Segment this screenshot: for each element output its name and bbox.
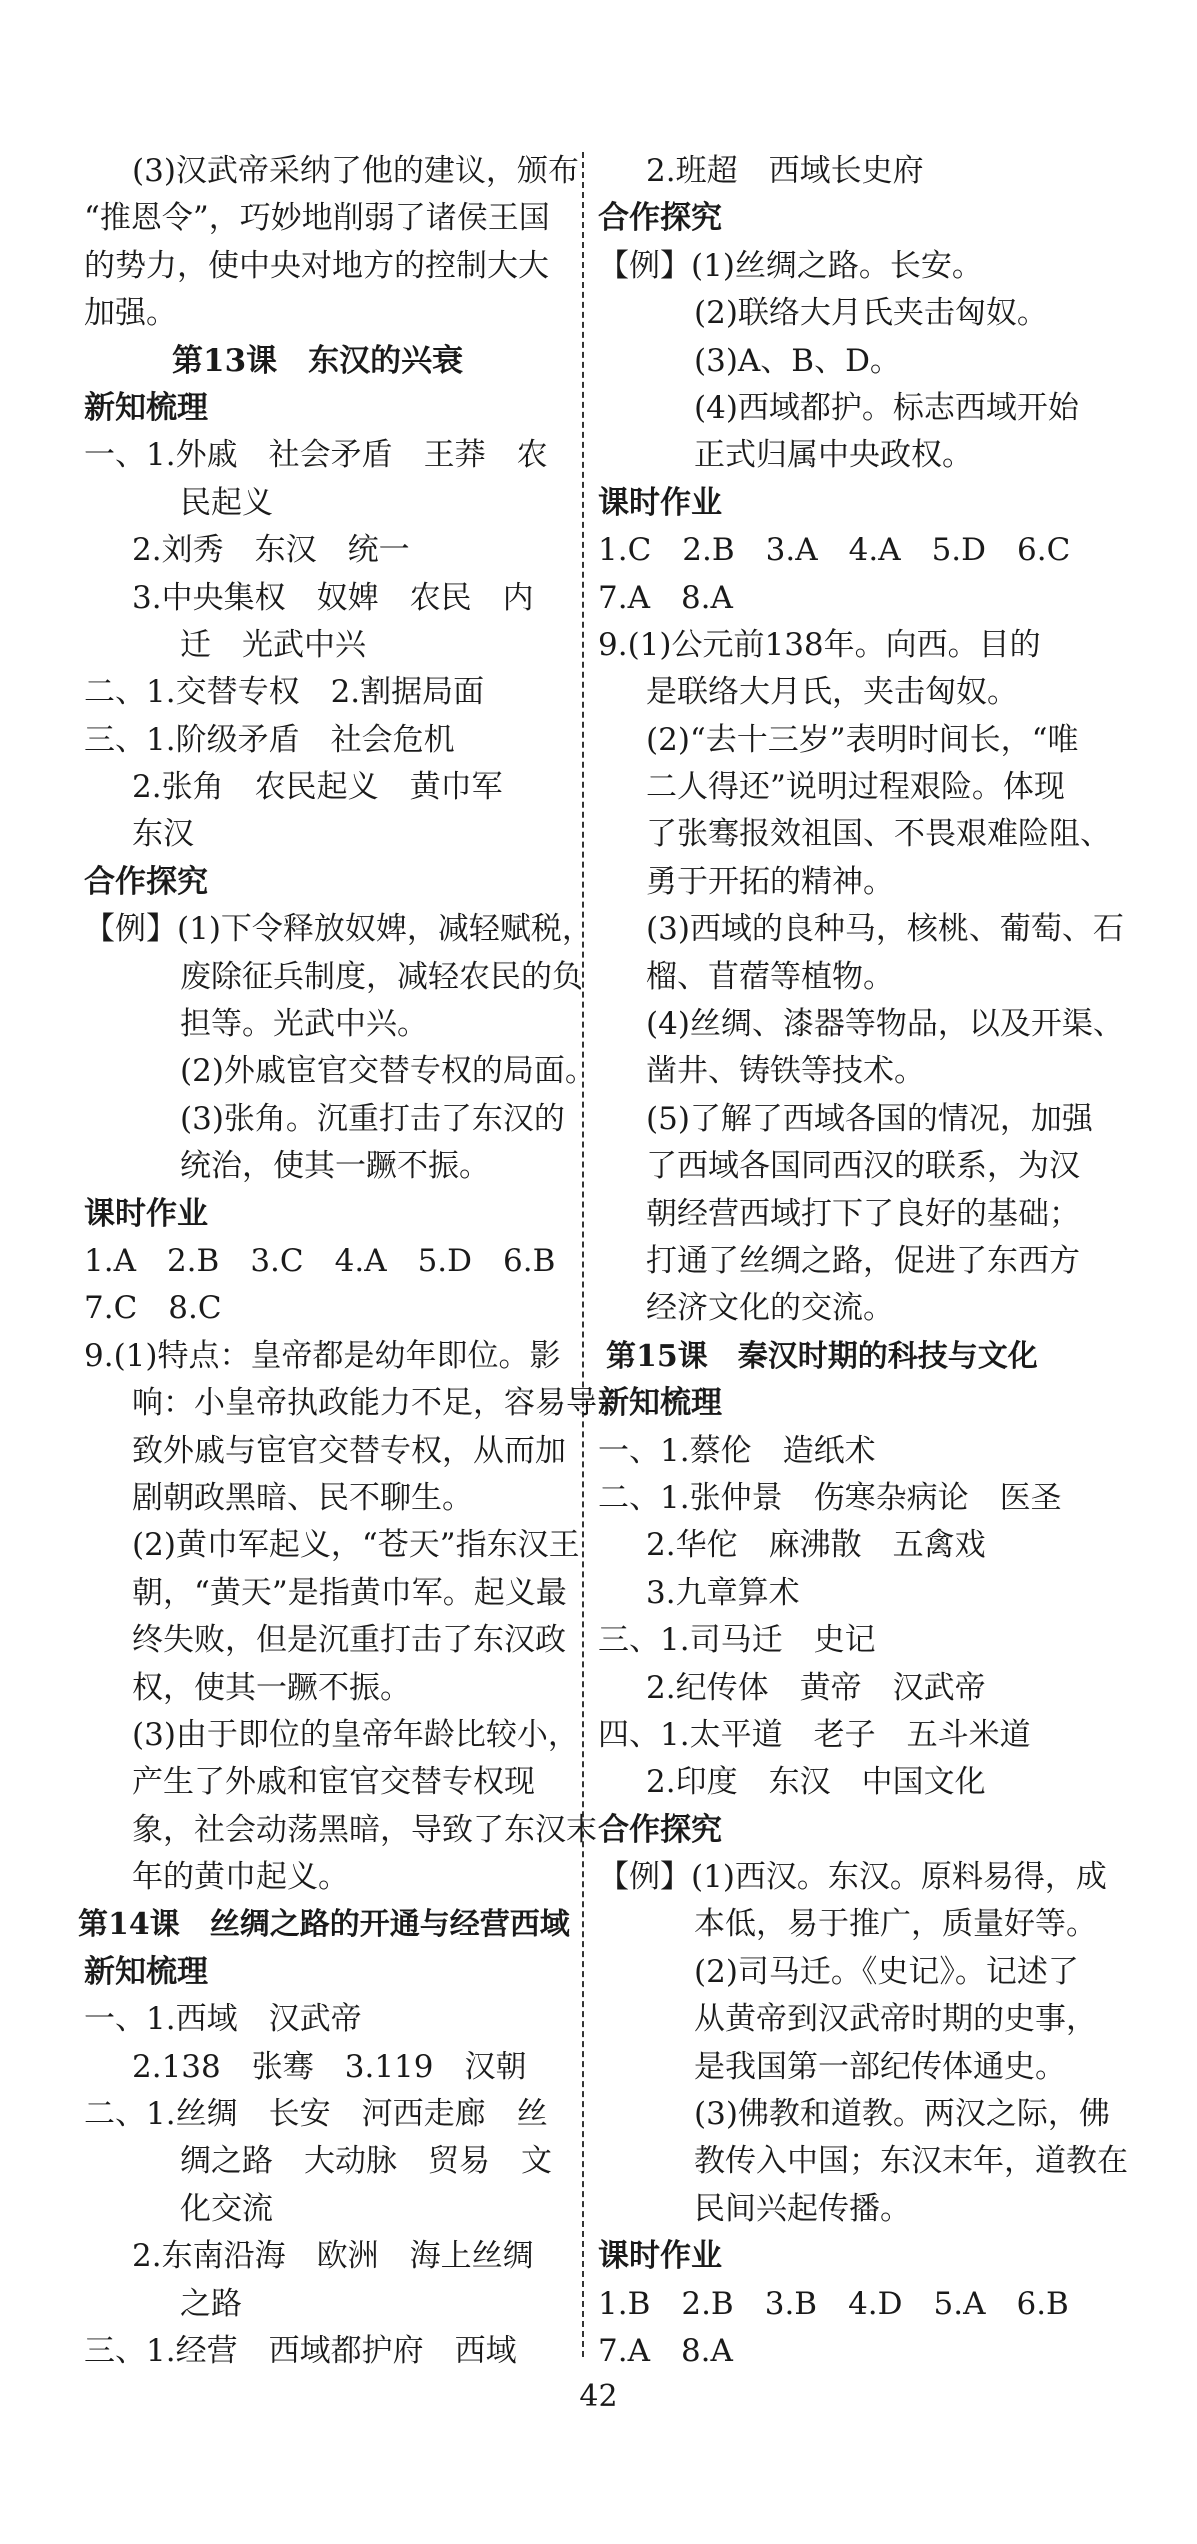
text-line: “推恩令”，巧妙地削弱了诸侯王国: [84, 200, 550, 237]
text-line: (3)佛教和道教。两汉之际，佛: [694, 2096, 1110, 2133]
text-line: 是我国第一部纪传体通史。: [694, 2048, 1066, 2085]
text-line: (4)西域都护。标志西域开始: [694, 389, 1079, 426]
text-line: 了张骞报效祖国、不畏艰难险阻、: [646, 816, 1111, 853]
section-heading: 新知梳理: [84, 389, 208, 426]
section-heading: 新知梳理: [598, 1385, 722, 1422]
text-line: (3)汉武帝采纳了他的建议，颁布: [132, 153, 579, 189]
text-line: 民间兴起传播。: [694, 2190, 911, 2227]
text-line: (2)黄巾军起义，“苍天”指东汉王: [132, 1527, 580, 1564]
text-line: 四、1.太平道 老子 五斗米道: [598, 1716, 1031, 1753]
text-line: 【例】(1)西汉。东汉。原料易得，成: [598, 1859, 1107, 1896]
text-line: 响：小皇帝执政能力不足，容易导: [132, 1385, 597, 1422]
section-heading: 课时作业: [84, 1195, 208, 1232]
text-line: 二、1.交替专权 2.割据局面: [84, 674, 485, 711]
text-line: 统治，使其一蹶不振。: [180, 1148, 490, 1185]
text-line: 朝经营西域打下了良好的基础；: [646, 1195, 1080, 1232]
text-line: 1.B 2.B 3.B 4.D 5.A 6.B: [598, 2285, 1069, 2322]
text-line: 三、1.阶级矛盾 社会危机: [84, 721, 455, 758]
text-line: (4)丝绸、漆器等物品，以及开渠、: [646, 1006, 1124, 1043]
text-line: 二人得还”说明过程艰险。体现: [646, 769, 1065, 806]
text-line: 化交流: [180, 2190, 273, 2227]
text-line: (3)张角。沉重打击了东汉的: [180, 1100, 565, 1137]
text-line: 一、1.外戚 社会矛盾 王莽 农: [84, 437, 548, 474]
text-line: 1.C 2.B 3.A 4.A 5.D 6.C: [598, 532, 1071, 569]
text-line: 2.班超 西域长史府: [646, 153, 924, 189]
section-heading: 课时作业: [598, 2238, 722, 2275]
text-line: 经济文化的交流。: [646, 1290, 894, 1327]
text-line: 是联络大月氏，夹击匈奴。: [646, 674, 1018, 711]
section-heading: 第15课 秦汉时期的科技与文化: [606, 1338, 1038, 1374]
text-line: (3)由于即位的皇帝年龄比较小，: [132, 1716, 579, 1753]
text-line: 从黄帝到汉武帝时期的史事，: [694, 2001, 1097, 2038]
text-line: 了西域各国同西汉的联系，为汉: [646, 1148, 1080, 1185]
text-line: 东汉: [132, 816, 194, 853]
text-line: (2)联络大月氏夹击匈奴。: [694, 295, 1048, 332]
text-line: 加强。: [84, 295, 177, 332]
text-line: (5)了解了西域各国的情况，加强: [646, 1100, 1093, 1137]
text-line: (3)西域的良种马，核桃、葡萄、石: [646, 911, 1124, 948]
text-line: 三、1.经营 西域都护府 西域: [84, 2332, 517, 2369]
text-line: 9.(1)特点：皇帝都是幼年即位。影: [84, 1337, 561, 1374]
text-line: 凿井、铸铁等技术。: [646, 1053, 925, 1090]
text-line: 的势力，使中央对地方的控制大大: [84, 247, 549, 284]
text-line: 7.C 8.C: [84, 1290, 222, 1327]
text-line: 【例】(1)丝绸之路。长安。: [598, 247, 983, 284]
text-line: 之路: [180, 2285, 242, 2322]
section-heading: 合作探究: [598, 1811, 722, 1848]
text-line: 朝，“黄天”是指黄巾军。起义最: [132, 1574, 567, 1611]
section-heading: 第14课 丝绸之路的开通与经营西域: [78, 1907, 570, 1943]
text-line: 一、1.蔡伦 造纸术: [598, 1432, 876, 1469]
text-line: 2.东南沿海 欧洲 海上丝绸: [132, 2238, 534, 2275]
text-line: 废除征兵制度，减轻农民的负: [180, 958, 583, 995]
right-column: [598, 148, 1128, 2375]
text-line: 致外戚与宦官交替专权，从而加: [132, 1432, 566, 1469]
text-line: 产生了外戚和宦官交替专权现: [132, 1764, 535, 1801]
text-line: 1.A 2.B 3.C 4.A 5.D 6.B: [84, 1242, 556, 1279]
text-line: 三、1.司马迁 史记: [598, 1622, 876, 1659]
text-line: 2.纪传体 黄帝 汉武帝: [646, 1669, 986, 1706]
text-line: 正式归属中央政权。: [694, 437, 973, 474]
text-line: 教传入中国；东汉末年，道教在: [694, 2143, 1128, 2180]
text-line: 2.138 张骞 3.119 汉朝: [132, 2048, 527, 2085]
page-number: 42: [579, 2379, 618, 2414]
text-line: (2)“去十三岁”表明时间长，“唯: [646, 721, 1079, 758]
section-heading: 合作探究: [598, 200, 722, 237]
text-line: 打通了丝绸之路，促进了东西方: [646, 1242, 1080, 1279]
text-line: 2.印度 东汉 中国文化: [646, 1764, 986, 1801]
text-line: 3.九章算术: [646, 1574, 800, 1611]
text-line: 3.中央集权 奴婢 农民 内: [132, 579, 534, 616]
text-line: 勇于开拓的精神。: [646, 863, 894, 900]
section-heading: 第13课 东汉的兴衰: [172, 342, 464, 379]
text-line: 7.A 8.A: [598, 2332, 733, 2369]
text-line: (3)A、B、D。: [694, 342, 901, 379]
section-heading: 课时作业: [598, 484, 722, 521]
text-line: 年的黄巾起义。: [132, 1859, 349, 1896]
text-line: 权，使其一蹶不振。: [132, 1669, 411, 1706]
text-line: 二、1.张仲景 伤寒杂病论 医圣: [598, 1479, 1062, 1516]
text-line: 2.华佗 麻沸散 五禽戏: [646, 1527, 986, 1564]
text-line: 剧朝政黑暗、民不聊生。: [132, 1479, 473, 1516]
text-line: (2)外戚宦官交替专权的局面。: [180, 1053, 596, 1090]
text-line: 本低，易于推广，质量好等。: [694, 1906, 1097, 1943]
text-line: 绸之路 大动脉 贸易 文: [180, 2143, 552, 2180]
section-heading: 合作探究: [84, 863, 208, 900]
text-line: 终失败，但是沉重打击了东汉政: [132, 1622, 566, 1659]
left-column: [78, 148, 597, 2375]
text-line: 象，社会动荡黑暗，导致了东汉末: [132, 1811, 597, 1848]
text-line: 2.刘秀 东汉 统一: [132, 532, 410, 569]
text-line: 9.(1)公元前138年。向西。目的: [598, 626, 1041, 663]
text-line: 榴、苜蓿等植物。: [646, 958, 894, 995]
text-line: 迁 光武中兴: [180, 626, 366, 663]
text-line: 【例】(1)下令释放奴婢，减轻赋税，: [84, 911, 593, 948]
text-line: 2.张角 农民起义 黄巾军: [132, 769, 503, 806]
text-line: 担等。光武中兴。: [180, 1006, 428, 1043]
text-line: 二、1.丝绸 长安 河西走廊 丝: [84, 2096, 548, 2133]
section-heading: 新知梳理: [84, 1953, 208, 1990]
text-line: 一、1.西域 汉武帝: [84, 2001, 362, 2038]
text-line: 民起义: [180, 484, 273, 521]
text-line: 7.A 8.A: [598, 579, 733, 616]
text-line: (2)司马迁。《史记》。记述了: [694, 1953, 1079, 1990]
